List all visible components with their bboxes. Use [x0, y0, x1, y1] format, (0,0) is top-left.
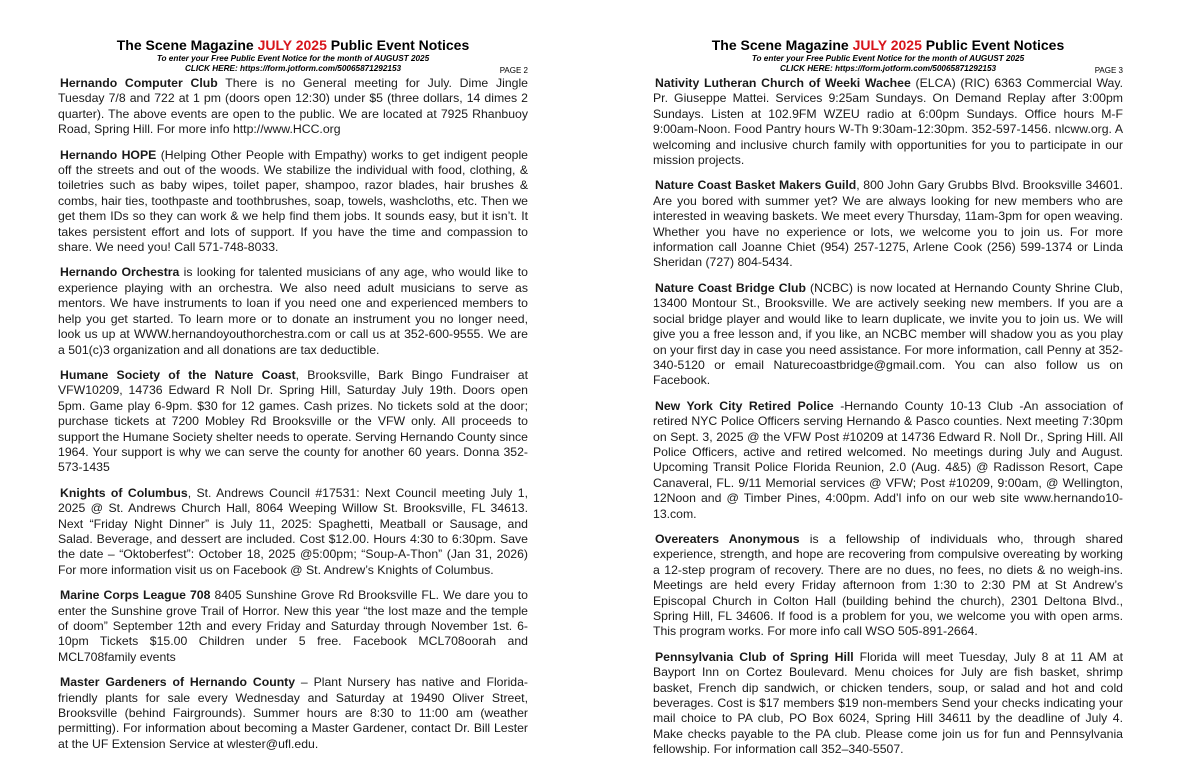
notice-list [653, 76, 1123, 758]
submission-link[interactable]: CLICK HERE: https://form.jotform.com/50065871292153 [779, 64, 997, 73]
notice-text: (Helping Other People with Empathy) works to get indigent people off the streets and out of the woods. We stabilize the individual with food, clothing, & toiletries such as baby wipes, toilet paper, shampoo, razor blades, hair brushes & combs, hair ties, toothpaste and toothbrushes, soap, towels, washcloths, etc. Then we get them IDs so they can work & we help find them jobs. It sounds easy, but it isn’t. It takes persistent effort and lots of support. If you have the time and compassion to share. We need you! Call 571-748-8033. [58, 147, 528, 255]
notice-org: Overeaters Anonymous [655, 531, 800, 546]
title-month: JULY 2025 [852, 37, 922, 53]
notice-org: Hernando HOPE [60, 147, 157, 162]
notice-org: Hernando Computer Club [60, 76, 218, 90]
page-number: PAGE 2 [499, 66, 528, 75]
notice-bridge-club [653, 281, 1123, 389]
notice-humane-society [58, 368, 528, 476]
page-right [653, 36, 1123, 766]
notice-org: Pennsylvania Club of Spring Hill [655, 649, 854, 664]
notice-org: Nativity Lutheran Church of Weeki Wachee [655, 76, 911, 90]
notice-text: is a fellowship of individuals who, through shared experience, strength, and hope are recovering from compulsive overeating by working a 12-step program of recovery. There are no dues, no fees, no diets & no weigh-ins. Meetings are held every Friday afternoon from 1:30 to 2:30 PM at St Andrew’s Episcopal Church in Colton Hall (building behind the church), 2301 Deltona Blvd., Spring Hill, FL 34606. If food is a problem for you, we welcome you with open arms. This program works. For more info call WSO 505-891-2664. [653, 531, 1123, 639]
notice-marine-corps-league [58, 588, 528, 665]
page-header [58, 36, 528, 76]
notice-org: Humane Society of the Nature Coast [60, 367, 296, 382]
notice-text: There is no General meeting for July. Dime Jingle Tuesday 7/8 and 722 at 1 pm (doors open 12:30) under $5 (three dollars, 14 dimes 2 quarter). The above events are open to the public. We are located at 7925 Rhanbuoy Road, Spring Hill. For more info http://www.HCC.org [58, 76, 528, 137]
title-month: JULY 2025 [257, 37, 327, 53]
notice-text: , St. Andrews Council #17531: Next Council meeting July 1, 2025 @ St. Andrews Church Hall, 8064 Weeping Willow St. Brooksville, FL 34613. Next “Friday Night Dinner” is July 11, 2025: Spaghetti, Meatball or Sausage, and Salad. Beverage, and dessert are included. Cost $12.00. Hours 4:30 to 6:30pm. Save the date – “Oktoberfest”: October 18, 2025 @5:00pm; “Soup-A-Thon” (Jan 31, 2026) For more information visit us on Facebook @ St. Andrew’s Knights of Columbus. [58, 485, 528, 577]
submission-note: To enter your Free Public Event Notice for the month of AUGUST 2025 [751, 54, 1025, 63]
notice-hernando-hope [58, 148, 528, 256]
notice-nyc-retired-police [653, 399, 1123, 522]
notice-org: Knights of Columbus [60, 485, 188, 500]
notice-org: New York City Retired Police [655, 398, 834, 413]
notice-hernando-orchestra [58, 265, 528, 357]
notice-text: -Hernando County 10-13 Club -An association of retired NYC Police Officers serving Hernando & Pasco counties. Next meeting 7:30pm on Sept. 3, 2025 @ the VFW Post #10209 at 14736 Edward R. Noll Dr., Spring Hill. All Police Officers, active and retired welcomed. No meetings during July and August. Upcoming Transit Police Florida Reunion, 2.0 (Aug. 4&5) @ Radisson Resort, Cape Canaveral, FL. 9/11 Memorial services @ VFW; Post #10209, 9:00am, @ Wellington, 12Noon and @ Timber Pines, 4:00pm. Add’l info on our web site www.hernando10-13.com. [653, 398, 1123, 521]
notice-master-gardeners [58, 675, 528, 752]
notice-org: Nature Coast Bridge Club [655, 280, 806, 295]
page-number: PAGE 3 [1094, 66, 1123, 75]
notice-text: , 800 John Gary Grubbs Blvd. Brooksville 34601. Are you bored with summer yet? We are always looking for new members who are interested in weaving baskets. We meet every Thursday, 11am-3pm for open weaving. Whether you have no experience or lots, we welcome you to join us. For more information call Joanne Chiet (954) 257-1275, Arlene Cook (256) 599-1374 or Linda Sheridan (727) 804-5434. [653, 178, 1123, 270]
notice-pennsylvania-club [653, 650, 1123, 758]
notice-list [58, 76, 528, 752]
notice-hernando-computer-club [58, 76, 528, 138]
notice-text: – Plant Nursery has native and Florida-friendly plants for sale every Wednesday and Saturday at 19490 Oliver Street, Brooksville (behind Fairgrounds). Summer hours are 8:30 to 11:00 am (weather permitting). For information about becoming a Master Gardener, contact Dr. Bill Lester at the UF Extension Service at wlester@ufl.edu. [58, 675, 529, 751]
notice-org: Nature Coast Basket Makers Guild [655, 178, 857, 193]
page-left [58, 36, 528, 762]
notice-text: (NCBC) is now located at Hernando County Shrine Club, 13400 Montour St., Brooksville. We are actively seeking new members. If you are a social bridge player and would like to learn duplicate, we invite you to join us. We will give you a free lesson and, if you like, an NCBC member will shadow you as you play on your first day in case you need assistance. For more information, call Penny at 352-340-5120 or email Naturecoastbridge@gmail.com. You can also follow us on Facebook. [653, 280, 1123, 388]
page-title: The Scene Magazine JULY 2025 Public Event Notices [116, 37, 470, 53]
notice-nativity-lutheran [653, 76, 1123, 168]
submission-link[interactable]: CLICK HERE: https://form.jotform.com/50065871292153 [184, 64, 402, 73]
notice-org: Hernando Orchestra [60, 265, 180, 280]
page-header [653, 36, 1123, 76]
notice-text: Florida will meet Tuesday, July 8 at 11 AM at Bayport Inn on Cortez Boulevard. Menu choices for July are fish basket, shrimp basket, French dip sandwich, or chicken tenders, soup, or salad and hot and cold beverages. Cost is $17 members $19 non-members Send your checks indicating your mail choice to PA club, PO Box 6024, Spring Hill 34611 by the deadline of July 4. Make checks payable to the PA club. Please come join us for fun and Pennsylvania fellowship. For information call 352–340-5507. [653, 649, 1123, 757]
notice-text: 8405 Sunshine Grove Rd Brooksville FL. We dare you to enter the Sunshine grove Trail of Horror. New this year “the lost maze and the temple of doom” September 12th and every Friday and Saturday through November 1st. 6-10pm Tickets $15.00 Children under 5 free. Facebook MCL708oorah and MCL708family events [58, 588, 528, 664]
submission-note: To enter your Free Public Event Notice for the month of AUGUST 2025 [156, 54, 430, 63]
notice-overeaters-anonymous [653, 532, 1123, 640]
notice-org: Marine Corps League 708 [60, 588, 211, 603]
notice-knights-of-columbus [58, 486, 528, 578]
notice-text: is looking for talented musicians of any age, who would like to experience playing with an orchestra. We also need adult musicians to serve as mentors. We have instruments to loan if you need one and experienced members to help you get started. To learn more or to donate an instrument you no longer need, look us up at WWW.hernandoyouthorchestra.com or call us at 352-600-9555. We are a 501(c)3 organization and all donations are tax deductible. [58, 265, 528, 357]
page-title: The Scene Magazine JULY 2025 Public Event Notices [711, 37, 1065, 53]
notice-basket-makers [653, 178, 1123, 270]
notice-text: , Brooksville, Bark Bingo Fundraiser at VFW10209, 14736 Edward R Noll Dr. Spring Hill, Saturday July 19th. Doors open 5pm. Game play 6-9pm. $30 for 12 games. Cash prizes. No tickets sold at the door; purchase tickets at 7200 Mobley Rd Brooksville or the VFW only. All proceeds to support the Humane Society shelter needs to operate. Serving Hernando County since 1964. Your support is why we can serve the county for another 60 years. Donna 352-573-1435 [58, 367, 528, 475]
notice-org: Master Gardeners of Hernando County [60, 675, 296, 690]
notice-text: (ELCA) (RIC) 6363 Commercial Way. Pr. Giuseppe Mattei. Services 9:25am Sundays. On Demand Replay after 3:00pm Sundays. Listen at 102.9FM WZEU radio at 6:00pm Sundays. Office hours M-F 9:00am-Noon. Food Pantry hours W-Th 9:30am-12:30pm. 352-597-1456. nlcww.org. A welcoming and inclusive church family with opportunities for you to participate in our mission projects. [653, 76, 1123, 168]
